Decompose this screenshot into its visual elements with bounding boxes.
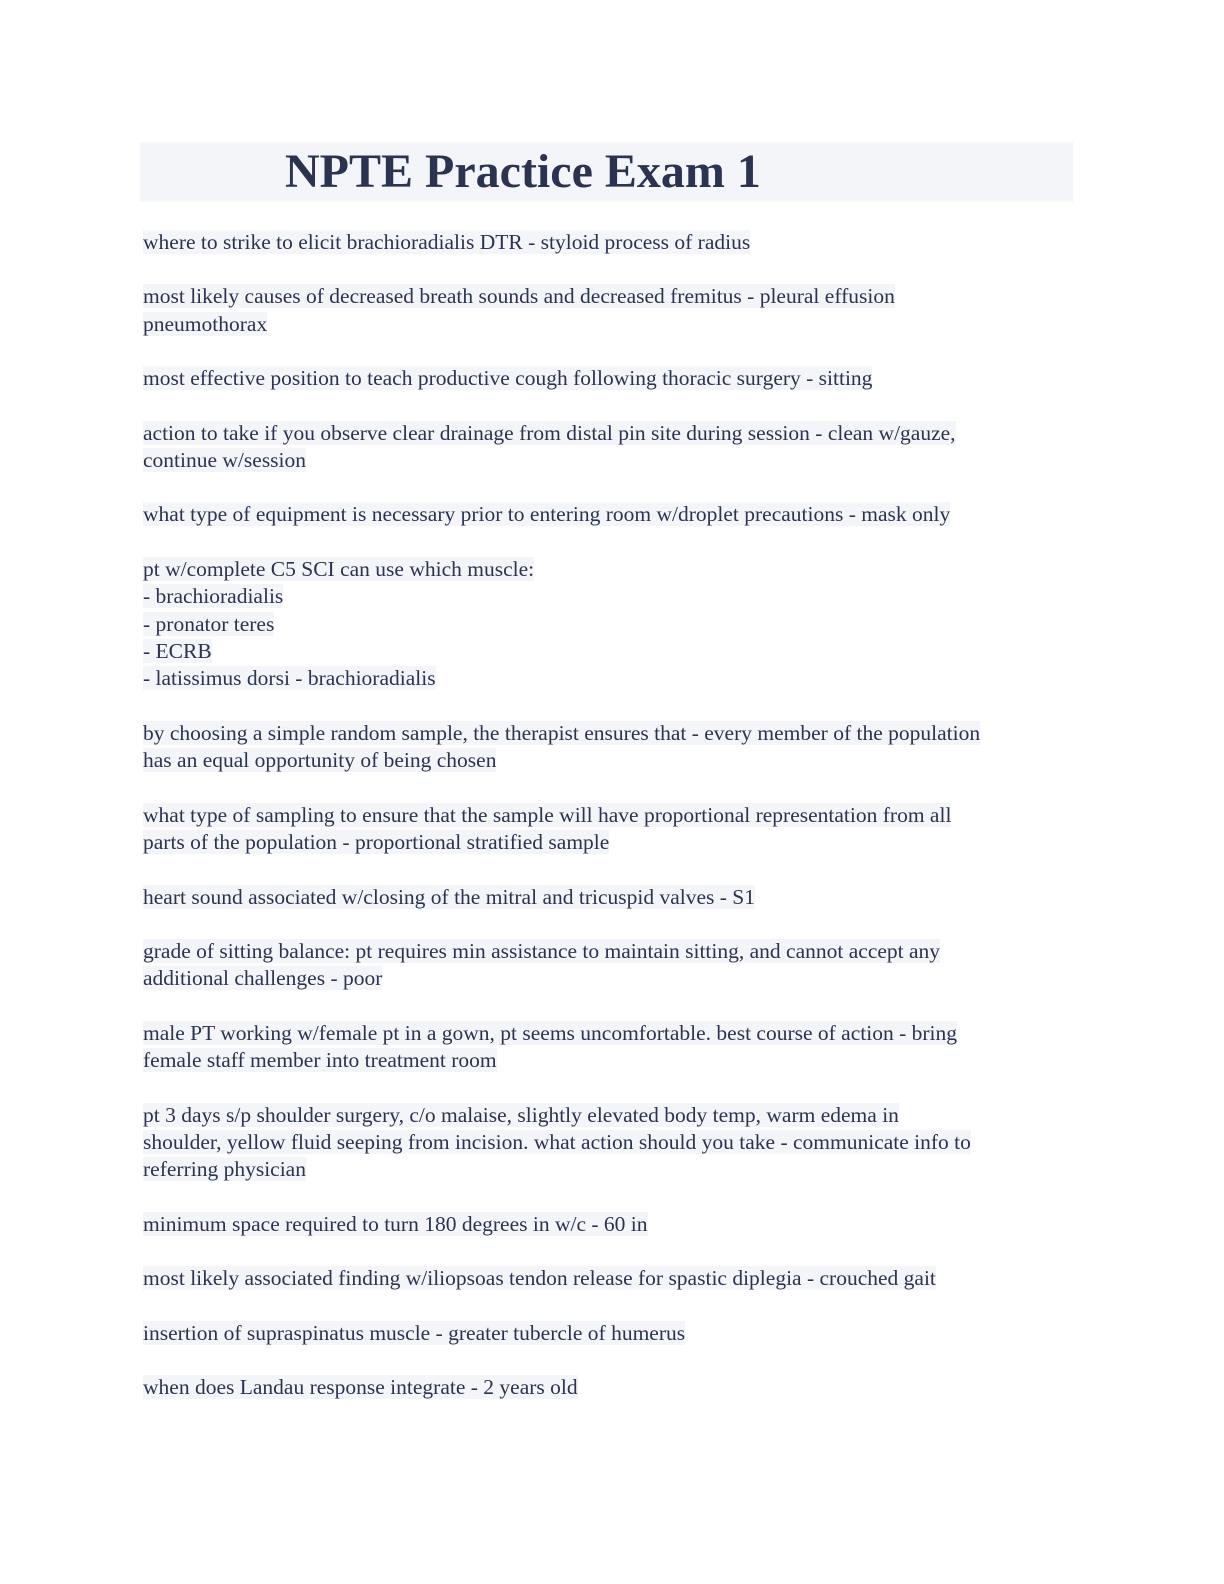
qa-text: most likely causes of decreased breath sounds and decreased fremitus - pleural effusion pneumothorax — [143, 284, 895, 336]
qa-text: by choosing a simple random sample, the therapist ensures that - every member of the population has an equal opportunity of being chosen — [143, 720, 981, 773]
qa-text: pt w/complete C5 SCI can use which muscle: - brachioradialis - pronator teres - ECRB - latissimus dorsi - brachioradialis — [143, 556, 535, 691]
qa-text: most effective position to teach productive cough following thoracic surgery - sitting — [143, 366, 873, 391]
qa-text: when does Landau response integrate - 2 years old — [143, 1374, 578, 1399]
qa-item — [143, 938, 1073, 993]
qa-item — [143, 1374, 1073, 1401]
qa-item — [143, 501, 1073, 528]
qa-item — [143, 1211, 1073, 1238]
qa-item — [143, 1320, 1073, 1347]
qa-item — [143, 420, 1073, 475]
qa-text: most likely associated finding w/iliopsoas tendon release for spastic diplegia - crouched gait — [143, 1266, 936, 1291]
qa-text: insertion of supraspinatus muscle - greater tubercle of humerus — [143, 1320, 686, 1345]
qa-item — [143, 802, 1073, 857]
qa-text: action to take if you observe clear drainage from distal pin site during session - clean w/gauze, continue w/session — [143, 420, 956, 473]
qa-item — [143, 365, 1073, 392]
qa-item — [143, 884, 1073, 911]
qa-text: what type of sampling to ensure that the sample will have proportional representation from all parts of the population - proportional stratified sample — [143, 802, 952, 855]
qa-text: grade of sitting balance: pt requires min assistance to maintain sitting, and cannot accept any additional challenges - poor — [143, 938, 941, 991]
question-answer-list — [143, 229, 1073, 1428]
qa-item — [143, 1265, 1073, 1292]
qa-item — [143, 283, 1073, 338]
qa-item — [143, 1102, 1073, 1184]
qa-text: heart sound associated w/closing of the mitral and tricuspid valves - S1 — [143, 884, 756, 909]
qa-text: minimum space required to turn 180 degrees in w/c - 60 in — [143, 1211, 648, 1236]
qa-text: pt 3 days s/p shoulder surgery, c/o malaise, slightly elevated body temp, warm edema in shoulder, yellow fluid seeping from incision. what action should you take - communicate info to referring physician — [143, 1102, 971, 1182]
qa-text: what type of equipment is necessary prior to entering room w/droplet precautions - mask only — [143, 502, 951, 527]
title-banner — [140, 142, 1073, 202]
qa-item — [143, 720, 1073, 775]
qa-text: male PT working w/female pt in a gown, pt seems uncomfortable. best course of action - bring female staff member into treatment room — [143, 1020, 958, 1073]
qa-item — [143, 556, 1073, 693]
document-title: NPTE Practice Exam 1 — [285, 145, 761, 198]
qa-item — [143, 229, 1073, 256]
qa-text: where to strike to elicit brachioradialis DTR - styloid process of radius — [143, 230, 751, 254]
qa-item — [143, 1020, 1073, 1075]
